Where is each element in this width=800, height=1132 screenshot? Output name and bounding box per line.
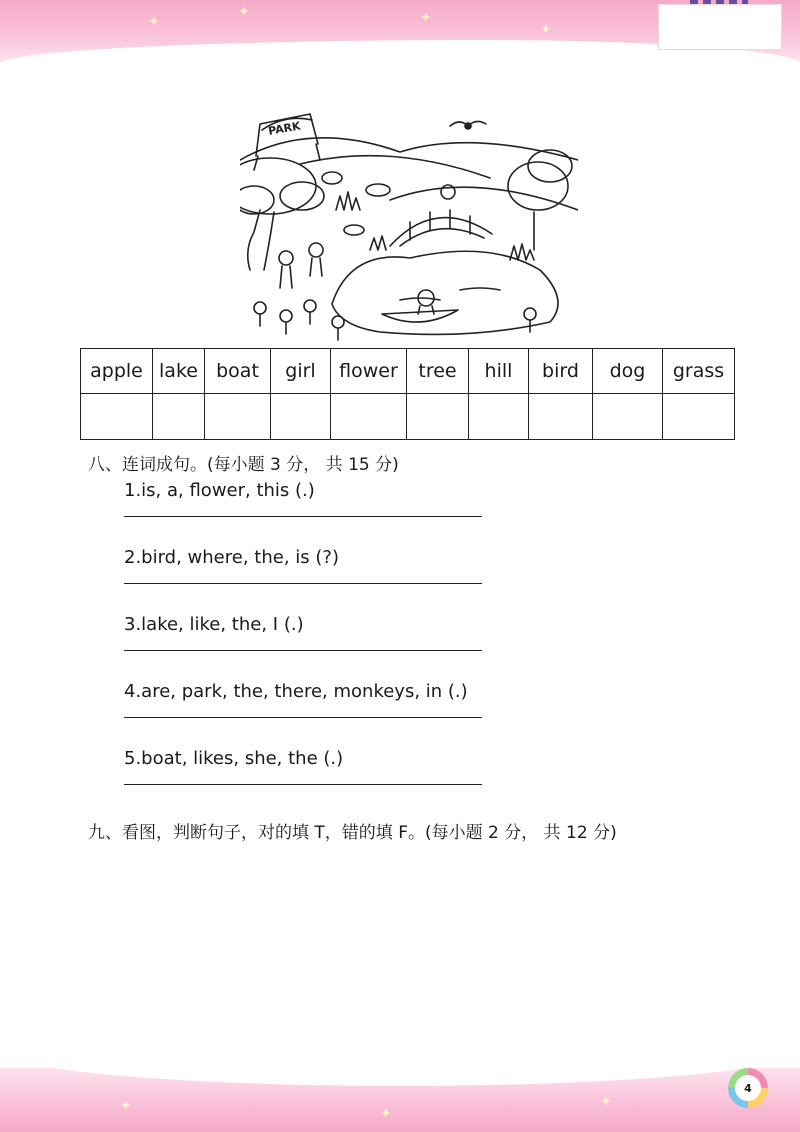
answer-line-3[interactable] (124, 650, 482, 651)
star-icon: ✦ (420, 10, 432, 26)
answer-line-5[interactable] (124, 784, 482, 785)
answer-cell[interactable] (593, 394, 663, 440)
park-sign-text: PARK (267, 119, 302, 138)
question-3: 3.lake, like, the, I (.) (124, 614, 304, 635)
answer-cell[interactable] (663, 394, 735, 440)
star-icon: ✦ (148, 14, 160, 30)
park-scene-illustration (240, 100, 578, 346)
star-icon: ✦ (540, 22, 552, 38)
rabbits (322, 172, 390, 235)
word-matching-table (80, 348, 735, 440)
star-icon: ✦ (120, 1098, 132, 1114)
answer-cell[interactable] (407, 394, 469, 440)
corner-card (658, 4, 782, 50)
answer-cell[interactable] (529, 394, 593, 440)
word-cell: apple (81, 349, 153, 394)
flowers (254, 300, 536, 340)
section-8-title: 八、连词成句。(每小题 3 分， 共 15 分) (88, 455, 399, 475)
answer-line-1[interactable] (124, 516, 482, 517)
star-icon: ✦ (600, 1094, 612, 1110)
answer-line-2[interactable] (124, 583, 482, 584)
word-cell: lake (153, 349, 205, 394)
word-cell: dog (593, 349, 663, 394)
question-4: 4.are, park, the, there, monkeys, in (.) (124, 681, 468, 702)
answer-cell[interactable] (153, 394, 205, 440)
section-9-title: 九、看图，判断句子，对的填 T，错的填 F。(每小题 2 分， 共 12 分) (88, 823, 617, 843)
word-cell: hill (469, 349, 529, 394)
answer-cell[interactable] (205, 394, 271, 440)
footer-decoration (0, 1068, 800, 1132)
answer-cell[interactable] (331, 394, 407, 440)
lake (332, 251, 558, 334)
bird-icon (450, 121, 486, 129)
question-5: 5.boat, likes, she, the (.) (124, 748, 344, 769)
hills (240, 138, 578, 210)
question-1: 1.is, a, flower, this (.) (124, 480, 315, 501)
page-number-badge (728, 1068, 768, 1108)
answer-cell[interactable] (81, 394, 153, 440)
answer-cell[interactable] (469, 394, 529, 440)
word-cell: tree (407, 349, 469, 394)
grass (336, 192, 534, 260)
answer-line-4[interactable] (124, 717, 482, 718)
children (279, 243, 323, 288)
word-cell: boat (205, 349, 271, 394)
star-icon: ✦ (238, 4, 250, 20)
boat-with-girl (382, 290, 458, 322)
word-cell: bird (529, 349, 593, 394)
page-number: 4 (735, 1075, 761, 1101)
tree-right (508, 150, 572, 250)
word-cell: flower (331, 349, 407, 394)
word-cell: girl (271, 349, 331, 394)
star-icon: ✦ (380, 1106, 392, 1122)
answer-cell[interactable] (271, 394, 331, 440)
word-cell: grass (663, 349, 735, 394)
question-2: 2.bird, where, the, is (?) (124, 547, 339, 568)
